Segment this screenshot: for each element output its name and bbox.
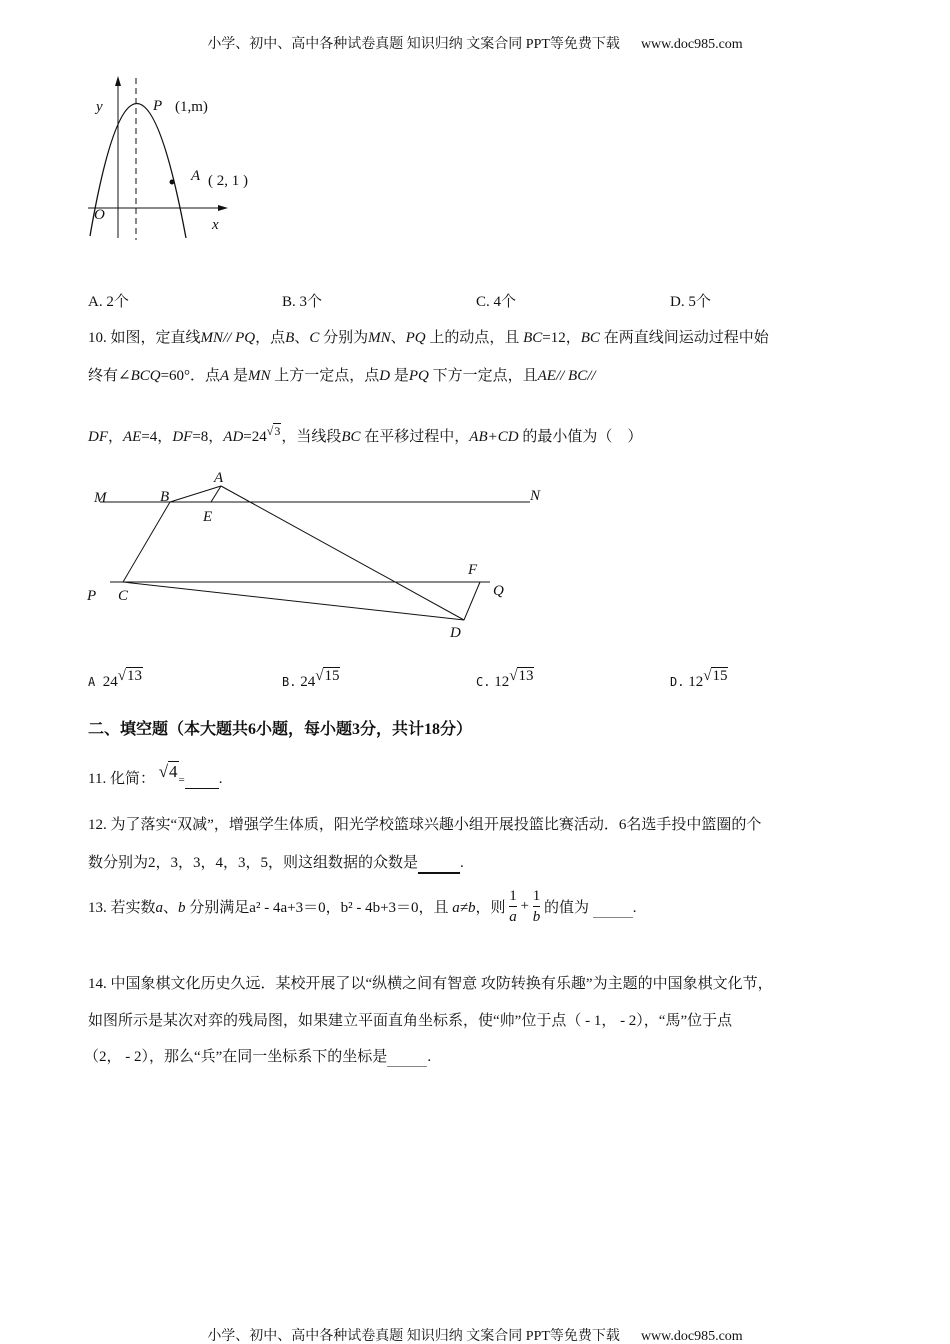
text-q10-options-1-coef: 24	[300, 674, 316, 690]
text-q10-options-1-rad: 15	[324, 668, 340, 684]
text-q13-prefix: 13. 若实数	[88, 900, 156, 916]
text-q10-options-1-label: B.	[282, 675, 297, 689]
figure-element: √	[158, 762, 169, 781]
origin-label: O	[94, 207, 105, 223]
text-fig2-f: F	[468, 562, 478, 578]
q9-option-c[interactable]: C. 4个	[476, 294, 517, 310]
a-coord: ( 2, 1 )	[208, 173, 248, 189]
page-footer	[0, 1325, 950, 1344]
text-q10-line1-c: 分别为	[323, 330, 369, 346]
text-q10-bcq: BCQ	[130, 368, 161, 384]
q9-option-b[interactable]: B. 3个	[282, 294, 323, 310]
q12-line1: 12. 为了落实“双减”，增强学生体质，阳光学校篮球兴趣小组开展投篮比赛活动．6名选手投中篮圈的个	[88, 817, 762, 833]
text-q10-line2-e: 下方一定点，且	[432, 368, 538, 384]
text-q13-eq2: b² - 4b+3＝0，	[340, 900, 434, 916]
segment-ad	[221, 486, 464, 620]
text-q10-ae: AE	[123, 429, 142, 445]
answer-blank[interactable]	[593, 900, 633, 918]
segment-bc	[123, 502, 170, 582]
text-q13-b: b	[532, 909, 541, 925]
text-q11-suffix: =	[178, 774, 185, 786]
segment-df	[464, 582, 480, 620]
text-q10-pq: PQ	[235, 330, 256, 346]
fraction	[509, 886, 517, 927]
text-fig2-c: C	[118, 588, 129, 604]
text-q10-options-3-rad: 15	[712, 668, 728, 684]
y-label: y	[96, 99, 103, 115]
p-coord: (1,m)	[175, 99, 208, 115]
text-q10-line3-c: =8，	[192, 429, 224, 445]
text-q10-line2-c: 是	[393, 368, 409, 384]
text-q13-mid1: 分别满足	[189, 900, 250, 916]
answer-blank[interactable]	[185, 771, 219, 789]
text-fig2-q: Q	[493, 583, 504, 599]
section-heading: 二、填空题（本大题共6小题，每小题3分，共计18分）	[88, 721, 473, 738]
sqrt-3	[267, 424, 282, 439]
footer-text: 小学、初中、高中各种试卷真题 知识归纳 文案合同 PPT等免费下载	[207, 1329, 620, 1344]
text-q10-options-0-label: A	[88, 675, 96, 689]
figure-element	[86, 470, 541, 641]
figure-element: √	[315, 668, 324, 684]
header-link[interactable]: www.doc985.com	[640, 37, 743, 52]
text-q10-line1-e: 在两直线间运动过程中始	[603, 330, 769, 346]
text-q10-line3-b: =4，	[141, 429, 173, 445]
text-q10-c: C	[309, 330, 320, 346]
text-q10-df: DF	[172, 429, 193, 445]
text-q13-mid2: 且	[433, 900, 449, 916]
figure-element: √	[117, 668, 126, 684]
text-q10-line2-c: 是	[232, 368, 248, 384]
fraction	[533, 886, 541, 927]
q9-option-d[interactable]: D. 5个	[670, 294, 711, 310]
text-q10-line2-a: 终有∠	[88, 368, 131, 384]
text-q10-line3-d: =24	[243, 429, 267, 445]
text-q10-options-0-coef: 24	[102, 674, 118, 690]
text-q10-ad: AD	[223, 429, 244, 445]
text-q10-abcd: AB+CD	[469, 429, 519, 445]
text-q13-one: 1	[533, 886, 541, 907]
text-q10-mn: MN	[368, 330, 391, 346]
q11: 11. 化简： √4= .	[88, 762, 223, 787]
figure-element: √	[266, 424, 274, 438]
text-q10-line1-b: ，点	[255, 330, 286, 346]
text-q13-b: b	[178, 900, 186, 916]
segment-ab	[170, 486, 221, 502]
x-axis-arrow	[218, 205, 228, 211]
text-q10-pq: PQ	[405, 330, 426, 346]
text-q10-line2-b: =60°．点	[160, 368, 221, 384]
text-q10-pq: PQ	[408, 368, 429, 384]
square-root	[118, 668, 143, 685]
text-fig2-e: E	[203, 509, 213, 525]
text-q13-suffix: 的值为	[544, 899, 590, 916]
text-q10-bc: BC	[523, 330, 543, 346]
q10-line2	[88, 364, 596, 385]
parabola-figure	[0, 0, 260, 250]
text-q13-a: a	[509, 909, 517, 925]
text-q10-ae: AE	[537, 368, 556, 384]
text-q13-mid3: ，则	[475, 900, 506, 916]
p-label: P	[153, 98, 163, 114]
q14-line1: 14. 中国象棋文化历史久远．某校开展了以“纵横之间有智意 攻防转换有乐趣”为主题的中国象棋文化节，	[88, 976, 773, 992]
text-q11-rad: 4	[169, 762, 178, 781]
text-q10-df: DF	[88, 429, 108, 445]
text-fig2-b: B	[160, 489, 170, 505]
text-q13-one: 1	[509, 886, 517, 907]
text-q10-par: //	[555, 368, 565, 384]
text-q10-a: A	[220, 368, 230, 384]
text-q10-b: B	[285, 330, 295, 346]
square-root	[315, 668, 340, 685]
q14-line3: （2， - 2），那么“兵”在同一坐标系下的坐标是 .	[84, 1049, 432, 1065]
text-fig2-n: N	[530, 488, 541, 504]
text-q14-line3: （2， - 2），那么“兵”在同一坐标系下的坐标是	[84, 1049, 388, 1065]
text-q10-sqrt3: 3	[274, 424, 281, 438]
segment-cd	[123, 582, 464, 620]
text-q13-a: a	[155, 900, 164, 916]
parallel-lines-figure	[0, 460, 560, 650]
text-q10-line3-f: 在平移过程中，	[364, 429, 470, 445]
header-text: 小学、初中、高中各种试卷真题 知识归纳 文案合同 PPT等免费下载	[207, 37, 620, 52]
text-q10-par: //	[223, 330, 232, 346]
text-fig2-p: P	[87, 588, 97, 604]
square-root	[159, 762, 179, 782]
text-q10-bc: BC	[341, 429, 361, 445]
x-label: x	[212, 217, 219, 233]
text-q10-sep: 、	[390, 330, 406, 346]
text-q10-line1-a: 10. 如图，定直线	[88, 330, 201, 346]
text-q10-options-3-coef: 12	[688, 674, 704, 690]
text-q10-mn: MN	[200, 330, 224, 346]
text-q10-line3-e: ，当线段	[281, 429, 342, 445]
text-q13-eq1: a² - 4a+3＝0，	[249, 900, 341, 916]
text-q13-sep: 、	[163, 900, 179, 916]
q10-option-c[interactable]	[476, 668, 534, 691]
q10-option-d[interactable]	[670, 668, 728, 691]
footer-link[interactable]: www.doc985.com	[640, 1329, 743, 1344]
q13: 13. 若实数a、b 分别满足a² - 4a+3＝0，b² - 4b+3＝0，且 a≠b，则 $\frac{1}{a}$ + $\frac{1}{b}$ 的值为 .	[88, 888, 637, 925]
square-root	[703, 668, 728, 685]
text-fig2-d: D	[450, 625, 461, 641]
text-q10-line2-d: 上方一定点，点	[274, 368, 380, 384]
q14-line2: 如图所示是某次对弈的残局图，如果建立平面直角坐标系，使“帅”位于点（ - 1， - 2），“馬”位于点	[88, 1013, 733, 1029]
text-fig2-a: A	[214, 470, 224, 486]
square-root	[509, 668, 534, 685]
text-q13-plus: +	[520, 898, 530, 914]
text-q10-options-2-coef: 12	[494, 674, 510, 690]
text-q10-options-3-label: D.	[670, 675, 685, 689]
text-q10-sep: 、	[294, 330, 310, 346]
figure-element: √	[509, 668, 518, 684]
text-q10-options-2-label: C.	[476, 675, 491, 689]
text-q10-bc: BC	[568, 368, 588, 384]
text-q10-line3-g: 的最小值为（ ）	[522, 429, 643, 445]
text-q11-prefix: 11. 化简：	[88, 771, 155, 787]
text-q10-options-2-rad: 13	[518, 668, 534, 684]
q10-line1	[88, 326, 769, 347]
y-axis-arrow	[115, 76, 121, 86]
text-q10-options-0-rad: 13	[126, 668, 142, 684]
q10-line3	[88, 424, 642, 446]
text-q12-line2: 数分别为2，3，3，4，3，5，则这组数据的众数是	[88, 855, 419, 871]
text-q13-neq: a≠b	[452, 900, 476, 916]
q10-option-b[interactable]	[282, 668, 340, 691]
text-q10-eq12: =12，	[542, 330, 581, 346]
point-a	[170, 180, 175, 185]
text-q10-mn: MN	[247, 368, 271, 384]
text-fig2-m: M	[94, 490, 107, 506]
figure-element: √	[703, 668, 712, 684]
a-label: A	[191, 168, 201, 184]
text-q10-line1-d: 上的动点，且	[429, 330, 520, 346]
text-q10-bc: BC	[580, 330, 600, 346]
text-q10-d: D	[379, 368, 391, 384]
q12-line2: 数分别为2，3，3，4，3，5，则这组数据的众数是 .	[88, 851, 464, 874]
q9-option-a[interactable]: A. 2个	[88, 294, 129, 310]
text-q10-line3-a: ，	[108, 429, 124, 445]
text-q10-par: //	[587, 368, 596, 384]
q10-option-a[interactable]	[88, 668, 143, 691]
answer-blank[interactable]	[387, 1049, 427, 1067]
answer-blank[interactable]	[418, 855, 460, 874]
